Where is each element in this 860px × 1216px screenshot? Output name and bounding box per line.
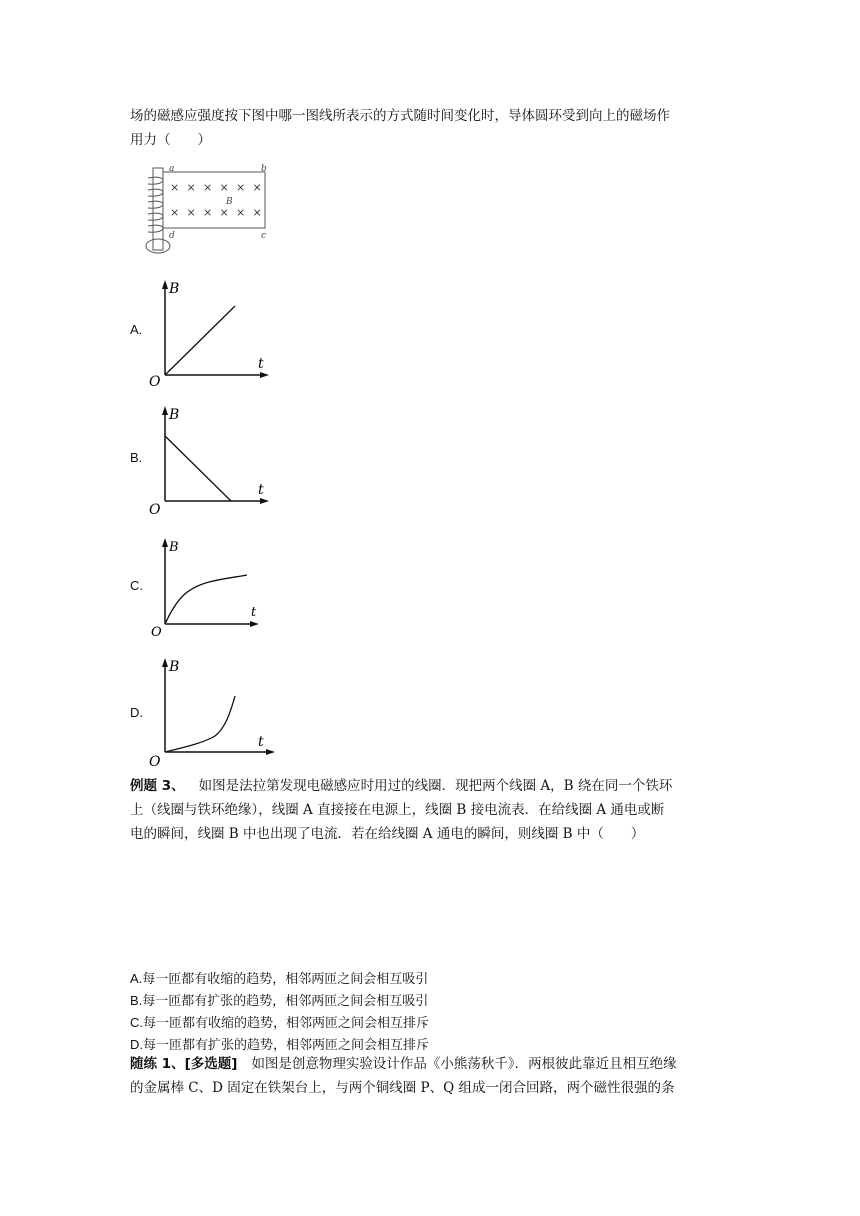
x-axis-arrow-icon	[260, 372, 269, 378]
origin-label: O	[149, 502, 161, 518]
label-b: b	[261, 164, 267, 174]
x-axis-label: t	[258, 482, 264, 498]
x-axis-arrow-icon	[260, 498, 269, 504]
practice1-label: 随练 1、[多选题]	[130, 1056, 238, 1072]
graph-option-d	[145, 656, 275, 768]
practice1-text-1: 如图是创意物理实验设计作品《小熊荡秋千》．两根彼此靠近且相互绝缘	[251, 1056, 677, 1072]
circuit-figure	[140, 160, 280, 260]
label-c: c	[261, 231, 267, 241]
graph-option-c	[145, 536, 275, 640]
y-axis-label: B	[169, 540, 179, 555]
practice1-line-1	[130, 1052, 730, 1076]
graph-option-a	[145, 278, 275, 390]
field-cross: ×	[252, 206, 262, 219]
example3-line-3: 电的瞬间，线圈 B 中也出现了电流．若在给线圈 A 通电的瞬间，则线圈 B 中（ ）	[130, 826, 645, 842]
label-a: a	[169, 164, 175, 174]
field-cross: ×	[203, 181, 213, 194]
y-axis-arrow-icon	[162, 280, 168, 289]
field-cross: ×	[170, 181, 180, 194]
example3-label: 例题 3、	[130, 778, 185, 794]
field-cross: ×	[186, 206, 196, 219]
example3-option-c: C.每一匝都有收缩的趋势，相邻两匝之间会相互排斥	[130, 1015, 430, 1030]
origin-label: O	[149, 754, 161, 768]
example3-option-b: B.每一匝都有扩张的趋势，相邻两匝之间会相互吸引	[130, 993, 429, 1008]
x-axis-label: t	[251, 605, 257, 620]
y-axis-label: B	[169, 281, 180, 297]
field-cross: ×	[170, 206, 180, 219]
field-cross: ×	[236, 181, 246, 194]
curve-c	[165, 575, 247, 624]
example3-option-d: D.每一匝都有扩张的趋势，相邻两匝之间会相互排斥	[130, 1037, 430, 1052]
x-axis-label: t	[258, 734, 264, 750]
graph-option-letter-a: A.	[130, 322, 143, 337]
origin-label: O	[151, 625, 162, 640]
graph-option-b	[145, 404, 275, 518]
field-cross: ×	[186, 181, 196, 194]
curve-b	[165, 436, 231, 501]
intro-line-1: 场的磁感应强度按下图中哪一图线所表示的方式随时间变化时，导体圆环受到向上的磁场作	[130, 108, 670, 124]
x-axis-arrow-icon	[250, 621, 259, 627]
field-cross: ×	[236, 206, 246, 219]
x-axis-label: t	[258, 356, 264, 372]
example3-line-2: 上（线圈与铁环绝缘），线圈 A 直接接在电源上，线圈 B 接电流表．在给线圈 A 通电或断	[130, 802, 665, 818]
example3-text-1: 如图是法拉第发现电磁感应时用过的线圈．现把两个线圈 A，B 绕在同一个铁环	[198, 778, 673, 794]
field-cross: ×	[219, 206, 229, 219]
x-axis-arrow-icon	[266, 749, 275, 755]
y-axis-label: B	[169, 659, 180, 675]
graph-option-letter-b: B.	[130, 450, 143, 465]
graph-option-letter-d: D.	[130, 705, 143, 720]
field-cross: ×	[219, 181, 229, 194]
label-B: B	[226, 197, 233, 207]
label-d: d	[169, 231, 175, 241]
example3-line-1	[130, 774, 730, 798]
field-cross: ×	[203, 206, 213, 219]
y-axis-arrow-icon	[162, 406, 168, 415]
intro-line-2: 用力（ ）	[130, 132, 211, 148]
curve-d	[165, 696, 235, 752]
y-axis-arrow-icon	[162, 538, 168, 547]
practice1-line-2: 的金属棒 C、D 固定在铁架台上，与两个铜线圈 P、Q 组成一闭合回路，两个磁性很强的条	[130, 1080, 675, 1096]
solenoid-coil	[148, 177, 163, 232]
example3-option-a: A.每一匝都有收缩的趋势，相邻两匝之间会相互吸引	[130, 971, 429, 986]
graph-option-letter-c: C.	[130, 578, 143, 593]
field-cross: ×	[252, 181, 262, 194]
origin-label: O	[149, 374, 161, 390]
y-axis-label: B	[169, 407, 180, 423]
conductor-ring	[146, 239, 170, 253]
y-axis-arrow-icon	[162, 658, 168, 667]
field-crosses	[170, 181, 262, 219]
iron-core	[153, 168, 163, 250]
curve-a	[165, 306, 235, 375]
